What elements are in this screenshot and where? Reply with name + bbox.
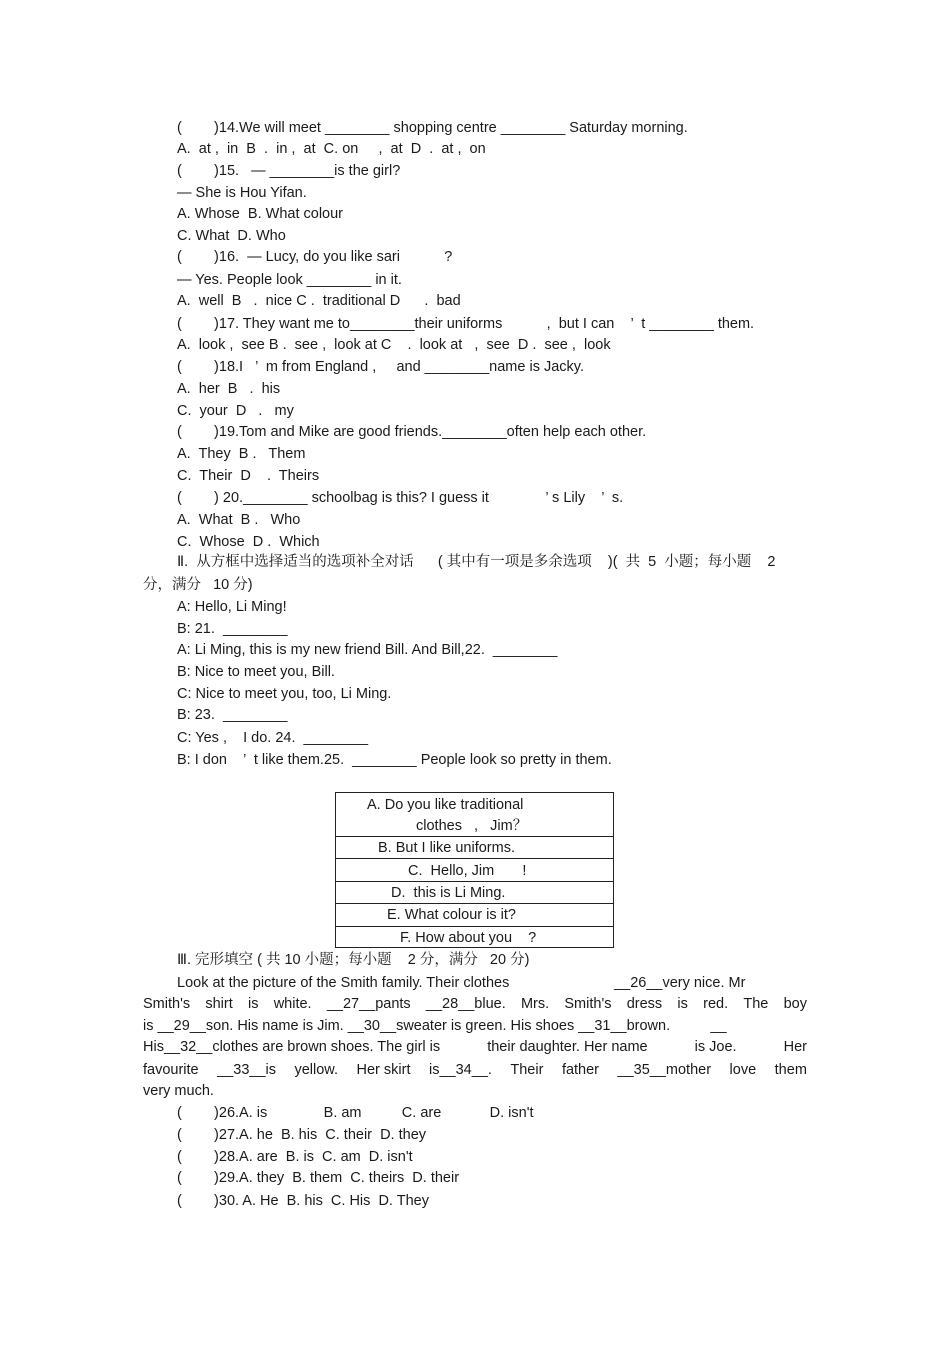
- dialogue-line-6: B: 23. ________: [177, 707, 288, 723]
- option-b-cell: [336, 837, 613, 859]
- question-20-options-1: A. What B . Who: [177, 512, 301, 528]
- passage-word: favourite: [143, 1062, 199, 1078]
- question-19-options-1: A. They B . Them: [177, 446, 306, 462]
- section-2-header-cont: 分，满分 10 分): [143, 577, 253, 593]
- question-19-options-2: C. Their D . Theirs: [177, 468, 320, 484]
- passage-word: __28__blue.: [425, 996, 506, 1012]
- option-f-cell: [336, 927, 613, 949]
- options-box: [335, 792, 614, 948]
- passage-segment: is Joe.: [694, 1039, 737, 1055]
- dialogue-line-2: B: 21. ________: [177, 621, 288, 637]
- passage-word: The: [743, 996, 769, 1012]
- question-28: ( )28.A. are B. is C. am D. isn't: [177, 1149, 413, 1165]
- passage-line-4: [143, 1038, 807, 1056]
- passage-word: yellow.: [294, 1062, 339, 1078]
- passage-word: Their: [510, 1062, 544, 1078]
- passage-word: is: [677, 996, 688, 1012]
- question-26: ( )26.A. is B. am C. are D. isn't: [177, 1105, 534, 1121]
- passage-word: shirt: [205, 996, 233, 1012]
- question-14-options: A. at , in B . in , at C. on , at D . at , on: [177, 141, 486, 157]
- passage-word: them: [774, 1062, 807, 1078]
- question-15: ( )15. — ________is the girl?: [177, 163, 401, 179]
- option-b: B. But I like uniforms.: [378, 840, 515, 856]
- option-f: F. How about you ?: [400, 930, 537, 946]
- question-18-options-2: C. your D . my: [177, 403, 294, 419]
- option-d-cell: [336, 882, 613, 904]
- option-a-cell: [336, 793, 613, 837]
- option-a-line-1: A. Do you like traditional: [367, 797, 524, 813]
- question-18: ( )18.I ’ m from England , and ________name is Jacky.: [177, 359, 584, 375]
- question-17: ( )17. They want me to________their uniforms , but I can ’ t ________ them.: [177, 316, 755, 332]
- option-d: D. this is Li Ming.: [391, 885, 506, 901]
- passage-word: __27__pants: [326, 996, 411, 1012]
- option-e-cell: [336, 904, 613, 927]
- passage-word: boy: [783, 996, 807, 1012]
- dialogue-line-3: A: Li Ming, this is my new friend Bill. And Bill,22. ________: [177, 642, 558, 658]
- passage-line-2: [143, 995, 807, 1013]
- option-a-line-2: clothes , Jim？: [416, 818, 528, 834]
- option-c: C. Hello, Jim !: [408, 863, 527, 879]
- passage-word: __33__is: [217, 1062, 276, 1078]
- passage-word: dress: [626, 996, 663, 1012]
- question-19: ( )19.Tom and Mike are good friends.________often help each other.: [177, 424, 647, 440]
- dialogue-line-1: A: Hello, Li Ming!: [177, 599, 287, 615]
- question-27: ( )27.A. he B. his C. their D. they: [177, 1127, 427, 1143]
- passage-word: is: [247, 996, 259, 1012]
- dialogue-line-4: B: Nice to meet you, Bill.: [177, 664, 335, 680]
- dialogue-line-5: C: Nice to meet you, too, Li Ming.: [177, 686, 392, 702]
- question-16: ( )16. — Lucy, do you like sari ?: [177, 249, 453, 265]
- option-c-cell: [336, 859, 613, 882]
- question-20: ( ) 20.________ schoolbag is this? I guess it ’ s Lily ’ s.: [177, 490, 624, 506]
- option-e: E. What colour is it?: [387, 907, 516, 923]
- dialogue-line-8: B: I don ’ t like them.25. ________ People look so pretty in them.: [177, 752, 612, 768]
- passage-word: is__34__.: [429, 1062, 492, 1078]
- question-15-answer: — She is Hou Yifan.: [177, 185, 307, 201]
- passage-line-6: very much.: [143, 1083, 214, 1099]
- question-16-answer: — Yes. People look ________ in it.: [177, 272, 402, 288]
- section-2-header: Ⅱ. 从方框中选择适当的选项补全对话 ( 其中有一项是多余选项 )( 共 5 小题；每小题 2: [177, 554, 776, 570]
- passage-word: Smith's: [143, 996, 191, 1012]
- passage-segment: their daughter. Her name: [487, 1039, 648, 1055]
- question-18-options-1: A. her B . his: [177, 381, 281, 397]
- passage-line-1: Look at the picture of the Smith family. Their clothes __26__very nice. Mr: [177, 975, 746, 991]
- section-3-header: Ⅲ. 完形填空 ( 共 10 小题；每小题 2 分，满分 20 分): [177, 952, 530, 968]
- passage-word: red.: [703, 996, 729, 1012]
- passage-line-5: [143, 1061, 807, 1079]
- question-15-options-1: A. Whose B. What colour: [177, 206, 344, 222]
- question-14: ( )14.We will meet ________ shopping centre ________ Saturday morning.: [177, 120, 688, 136]
- passage-word: white.: [273, 996, 312, 1012]
- question-30: ( )30. A. He B. his C. His D. They: [177, 1193, 429, 1209]
- passage-segment: Her: [783, 1039, 807, 1055]
- question-16-options: A. well B . nice C . traditional D . bad: [177, 293, 461, 309]
- dialogue-line-7: C: Yes , I do. 24. ________: [177, 730, 369, 746]
- passage-line-3: is __29__son. His name is Jim. __30__sweater is green. His shoes __31__brown. __: [143, 1018, 727, 1034]
- passage-word: Smith's: [564, 996, 612, 1012]
- passage-word: __35__mother: [617, 1062, 712, 1078]
- question-20-options-2: C. Whose D . Which: [177, 534, 320, 550]
- question-15-options-2: C. What D. Who: [177, 228, 286, 244]
- question-17-options: A. look , see B . see , look at C . look at , see D . see , look: [177, 337, 611, 353]
- passage-word: Mrs.: [520, 996, 550, 1012]
- passage-word: love: [729, 1062, 757, 1078]
- question-29: ( )29.A. they B. them C. theirs D. their: [177, 1170, 460, 1186]
- passage-word: father: [561, 1062, 600, 1078]
- passage-word: Her skirt: [356, 1062, 411, 1078]
- passage-segment: His__32__clothes are brown shoes. The girl is: [143, 1039, 441, 1055]
